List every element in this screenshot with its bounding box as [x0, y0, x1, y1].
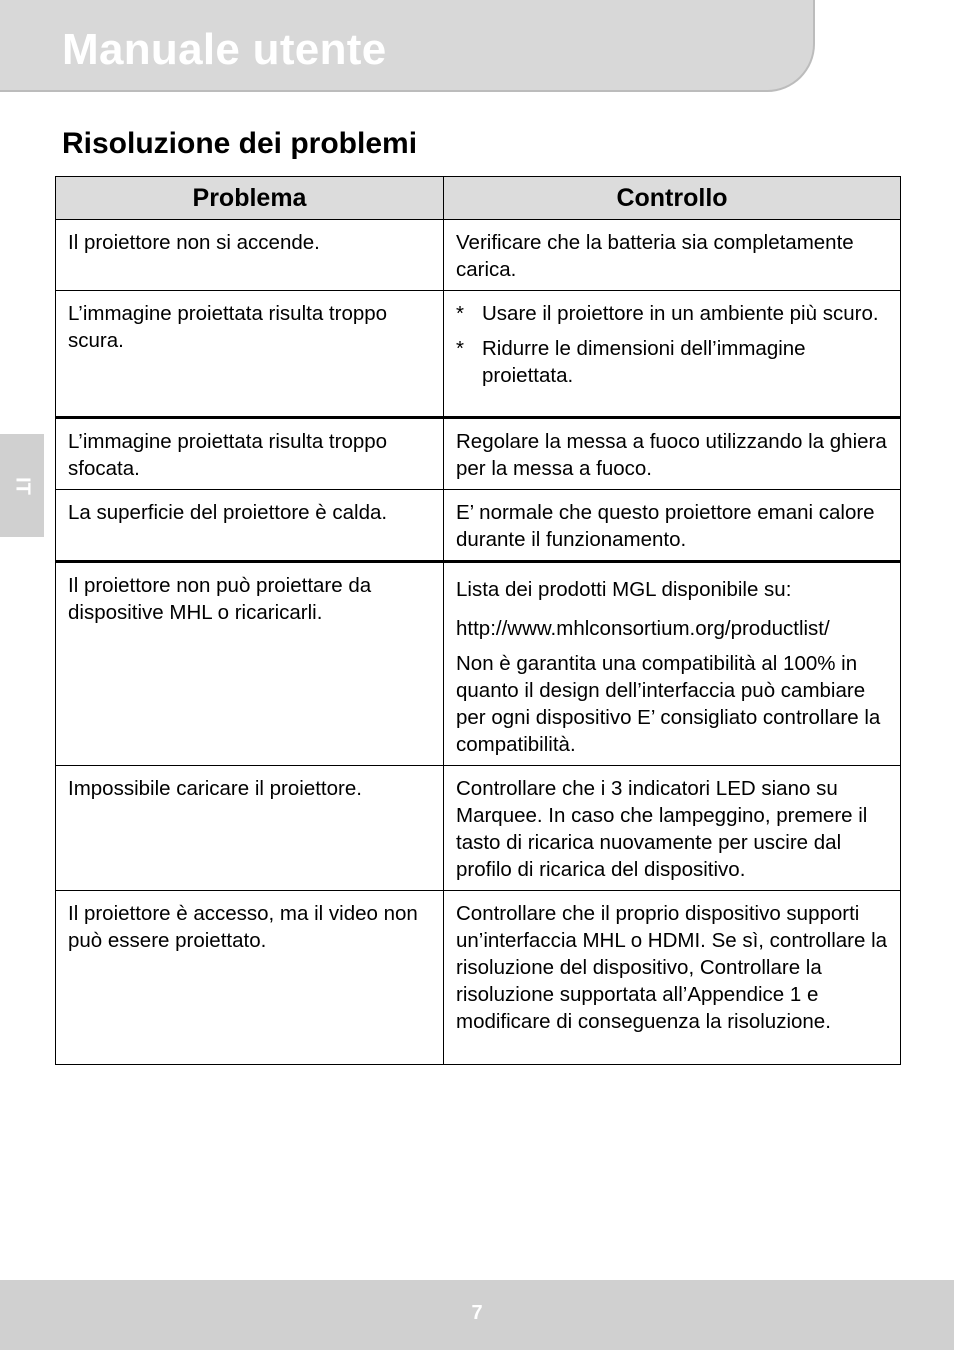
language-tab — [0, 434, 44, 537]
section-title: Risoluzione dei problemi — [62, 127, 418, 160]
check-text: Controllare che il proprio dispositivo supporti un’interfaccia MHL o HDMI. Se sì, controllare la risoluzione del dispositivo, Controllare la risoluzione supportata all’Appendice 1 e modificare di conseguenza la risoluzione. — [456, 902, 888, 1033]
check-text: Verificare che la batteria sia completamente carica. — [456, 231, 854, 281]
problem-cell: L’immagine proiettata risulta troppo sfocata. — [56, 418, 444, 490]
footer-bar — [0, 1280, 954, 1350]
check-bullet-text: Ridurre le dimensioni dell’immagine proiettata. — [482, 337, 806, 387]
check-bullet — [456, 300, 888, 327]
column-header-check: Controllo — [444, 177, 901, 220]
check-text: Lista dei prodotti MGL disponibile su: — [456, 578, 792, 601]
check-bullet — [456, 335, 888, 389]
check-text: E’ normale che questo proiettore emani calore durante il funzionamento. — [456, 501, 875, 551]
check-cell — [444, 562, 901, 766]
check-link: http://www.mhlconsortium.org/productlist/ — [456, 617, 830, 640]
bullet-mark: * — [456, 302, 464, 325]
page-title: Manuale utente — [62, 25, 387, 74]
table-row — [56, 490, 901, 562]
troubleshooting-table — [55, 176, 901, 1065]
check-text: Controllare che i 3 indicatori LED siano su Marquee. In caso che lampeggino, premere il tasto di ricarica nuovamente per uscire dal profilo di ricarica del dispositivo. — [456, 777, 868, 881]
table-row — [56, 766, 901, 891]
problem-cell: Il proiettore è accesso, ma il video non può essere proiettato. — [56, 891, 444, 1065]
table-row — [56, 562, 901, 766]
table-row — [56, 891, 901, 1065]
bullet-mark: * — [456, 337, 464, 360]
check-cell — [444, 490, 901, 562]
column-header-problem: Problema — [56, 177, 444, 220]
check-text: Non è garantita una compatibilità al 100% in quanto il design dell’interfaccia può cambiare per ogni dispositivo E’ consigliato controllare la compatibilità. — [456, 652, 881, 756]
language-tab-label: IT — [11, 476, 34, 495]
check-bullet-text: Usare il proiettore in un ambiente più scuro. — [482, 302, 879, 325]
problem-cell: L’immagine proiettata risulta troppo scura. — [56, 291, 444, 418]
problem-cell: Il proiettore non si accende. — [56, 220, 444, 291]
table-row — [56, 220, 901, 291]
table-header-row — [56, 177, 901, 220]
problem-cell: Il proiettore non può proiettare da dispositive MHL o ricaricarli. — [56, 562, 444, 766]
problem-cell: La superficie del proiettore è calda. — [56, 490, 444, 562]
check-cell — [444, 291, 901, 418]
check-cell — [444, 891, 901, 1065]
table-row — [56, 418, 901, 490]
page-number: 7 — [471, 1302, 483, 1324]
check-cell — [444, 220, 901, 291]
check-cell — [444, 766, 901, 891]
check-text: Regolare la messa a fuoco utilizzando la ghiera per la messa a fuoco. — [456, 430, 887, 480]
problem-cell: Impossibile caricare il proiettore. — [56, 766, 444, 891]
table-row — [56, 291, 901, 418]
check-cell — [444, 418, 901, 490]
